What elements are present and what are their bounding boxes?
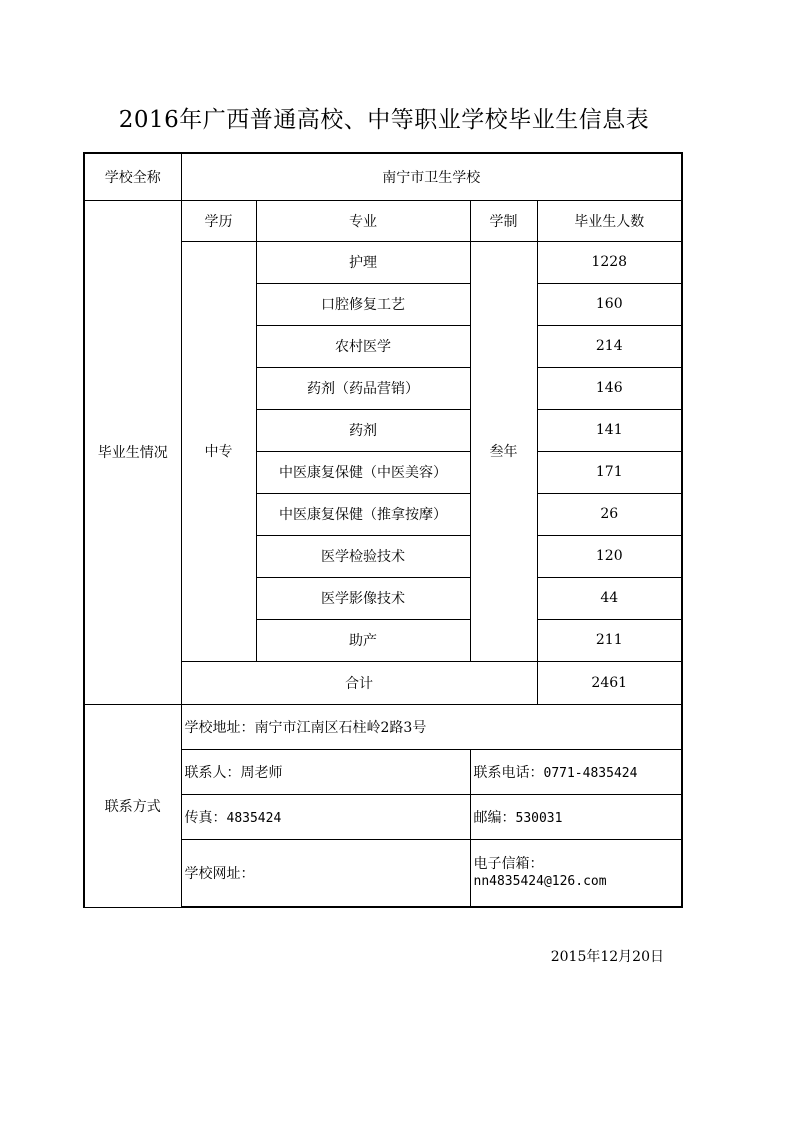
major-cell: 医学影像技术 <box>256 577 470 619</box>
count-cell: 44 <box>537 577 682 619</box>
count-cell: 211 <box>537 619 682 661</box>
major-cell: 医学检验技术 <box>256 535 470 577</box>
contact-person-label: 联系人： <box>184 764 241 781</box>
major-cell: 护理 <box>256 241 470 283</box>
page-title: 2016年广西普通高校、中等职业学校毕业生信息表 <box>118 107 650 133</box>
school-name-value: 南宁市卫生学校 <box>181 153 682 200</box>
school-name-row <box>84 153 682 200</box>
table-header-row <box>84 200 682 241</box>
contact-person-value: 周老师 <box>240 764 283 781</box>
header-count: 毕业生人数 <box>537 200 682 241</box>
major-cell: 助产 <box>256 619 470 661</box>
count-cell: 120 <box>537 535 682 577</box>
total-value: 2461 <box>537 661 682 704</box>
contact-section-label: 联系方式 <box>84 704 181 907</box>
education-level: 中专 <box>181 241 256 661</box>
email-cell <box>470 839 682 907</box>
email-value: nn4835424@126.com <box>473 873 607 889</box>
contact-person-cell <box>181 749 470 794</box>
school-name-label: 学校全称 <box>84 153 181 200</box>
phone-cell <box>470 749 682 794</box>
phone-value: 0771-4835424 <box>543 765 638 781</box>
count-cell: 26 <box>537 493 682 535</box>
header-duration: 学制 <box>470 200 537 241</box>
address-row <box>84 704 682 749</box>
address-cell <box>181 704 682 749</box>
count-cell: 171 <box>537 451 682 493</box>
address-value: 南宁市江南区石柱岭2路3号 <box>254 719 427 736</box>
count-cell: 160 <box>537 283 682 325</box>
count-cell: 141 <box>537 409 682 451</box>
website-label: 学校网址： <box>184 865 255 882</box>
major-cell: 中医康复保健（推拿按摩） <box>256 493 470 535</box>
total-label: 合计 <box>181 661 537 704</box>
postcode-cell <box>470 794 682 839</box>
date-label: 2015年12月20日 <box>550 949 664 965</box>
header-major: 专业 <box>256 200 470 241</box>
count-cell: 146 <box>537 367 682 409</box>
fax-cell <box>181 794 470 839</box>
count-cell: 1228 <box>537 241 682 283</box>
website-cell <box>181 839 470 907</box>
fax-value: 4835424 <box>226 810 282 826</box>
graduates-section-label: 毕业生情况 <box>84 200 181 704</box>
phone-label: 联系电话： <box>473 764 544 781</box>
major-cell: 中医康复保健（中医美容） <box>256 451 470 493</box>
count-cell: 214 <box>537 325 682 367</box>
duration-value: 叁年 <box>470 241 537 661</box>
address-label: 学校地址： <box>184 719 255 736</box>
postcode-label: 邮编： <box>473 809 516 826</box>
major-cell: 药剂 <box>256 409 470 451</box>
major-cell: 农村医学 <box>256 325 470 367</box>
header-education: 学历 <box>181 200 256 241</box>
fax-label: 传真： <box>184 809 227 826</box>
email-label: 电子信箱： <box>473 855 544 872</box>
postcode-value: 530031 <box>515 810 563 826</box>
major-cell: 口腔修复工艺 <box>256 283 470 325</box>
graduate-info-table <box>83 152 683 908</box>
major-cell: 药剂（药品营销） <box>256 367 470 409</box>
